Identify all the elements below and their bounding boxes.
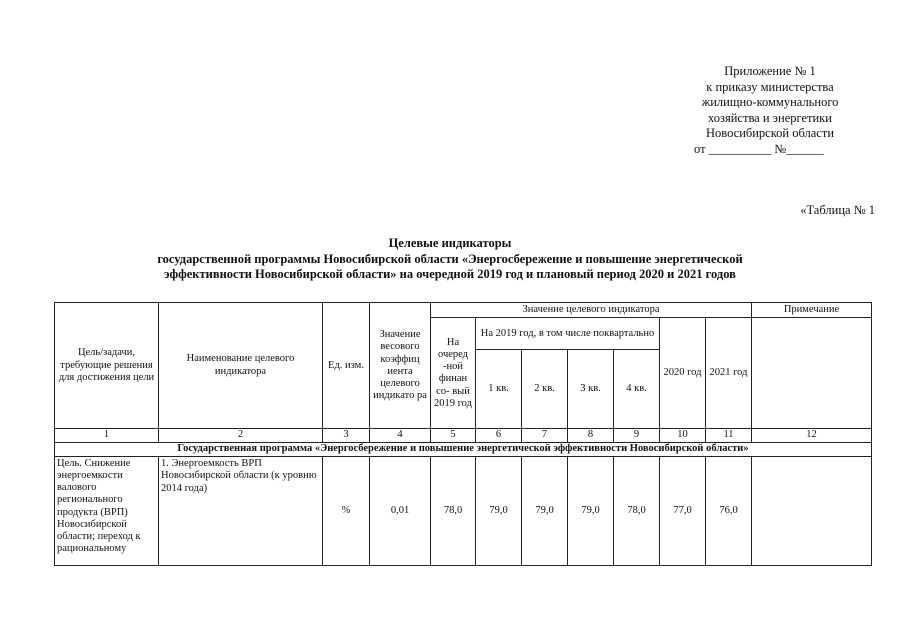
header-weight: Значение весового коэффиц иента целевого индикато ра (370, 303, 431, 429)
appendix-block (680, 64, 860, 157)
cell-q2: 79,0 (522, 456, 568, 565)
column-number: 3 (323, 429, 370, 442)
cell-indicator: 1. Энергоемкость ВРП Новосибирской области (к уровню 2014 года) (159, 456, 323, 565)
header-q2: 2 кв. (522, 350, 568, 429)
column-number: 9 (614, 429, 660, 442)
cell-q4: 78,0 (614, 456, 660, 565)
appendix-line: Приложение № 1 (724, 64, 816, 78)
cell-weight: 0,01 (370, 456, 431, 565)
header-next-year: На очеред -ной финан со- вый 2019 год (431, 318, 476, 429)
column-number: 4 (370, 429, 431, 442)
header-2021: 2021 год (706, 318, 752, 429)
table-number: «Таблица № 1 (800, 203, 875, 217)
header-target-value: Значение целевого индикатора (431, 303, 752, 318)
column-number: 11 (706, 429, 752, 442)
appendix-line: хозяйства и энергетики (708, 110, 832, 125)
header-goal: Цель/задачи, требующие решения для достижения цели (55, 303, 159, 429)
cell-note (752, 456, 872, 565)
header-q4: 4 кв. (614, 350, 660, 429)
cell-goal: Цель. Снижение энергоемкости валового регионального продукта (ВРП) Новосибирской области; переход к рациональному (55, 456, 159, 565)
header-indicator-name: Наименование целевого индикатора (159, 303, 323, 429)
column-number: 7 (522, 429, 568, 442)
indicators-table (54, 302, 872, 566)
appendix-line: Новосибирской области (705, 126, 835, 140)
column-number: 6 (476, 429, 522, 442)
appendix-line: к приказу министерства (706, 79, 834, 94)
cell-2021: 76,0 (706, 456, 752, 565)
header-2019-quarterly: На 2019 год, в том числе поквартально (476, 318, 660, 350)
title-line: Целевые индикаторы (388, 236, 512, 250)
appendix-line: жилищно-коммунального (701, 95, 839, 109)
header-note: Примечание (752, 303, 872, 318)
cell-unit: % (323, 456, 370, 565)
title-line: эффективности Новосибирской области» на очередной 2019 год и плановый период 2020 и 2021 годов (164, 267, 736, 281)
column-number: 2 (159, 429, 323, 442)
cell-2020: 77,0 (660, 456, 706, 565)
header-q1: 1 кв. (476, 350, 522, 429)
section-title: Государственная программа «Энергосбережение и повышение энергетической эффективности Новосибирской области» (55, 442, 872, 456)
title-line: государственной программы Новосибирской области «Энергосбережение и повышение энергетической (157, 251, 743, 266)
cell-q3: 79,0 (568, 456, 614, 565)
column-number: 12 (752, 429, 872, 442)
cell-2019: 78,0 (431, 456, 476, 565)
appendix-order-line: от __________ №______ (694, 141, 824, 156)
document-title (60, 236, 840, 283)
header-2020: 2020 год (660, 318, 706, 429)
header-q3: 3 кв. (568, 350, 614, 429)
cell-q1: 79,0 (476, 456, 522, 565)
header-note-blank (752, 318, 872, 429)
table-row (55, 456, 872, 565)
column-number: 5 (431, 429, 476, 442)
column-number: 8 (568, 429, 614, 442)
column-number: 1 (55, 429, 159, 442)
header-unit: Ед. изм. (323, 303, 370, 429)
column-number: 10 (660, 429, 706, 442)
